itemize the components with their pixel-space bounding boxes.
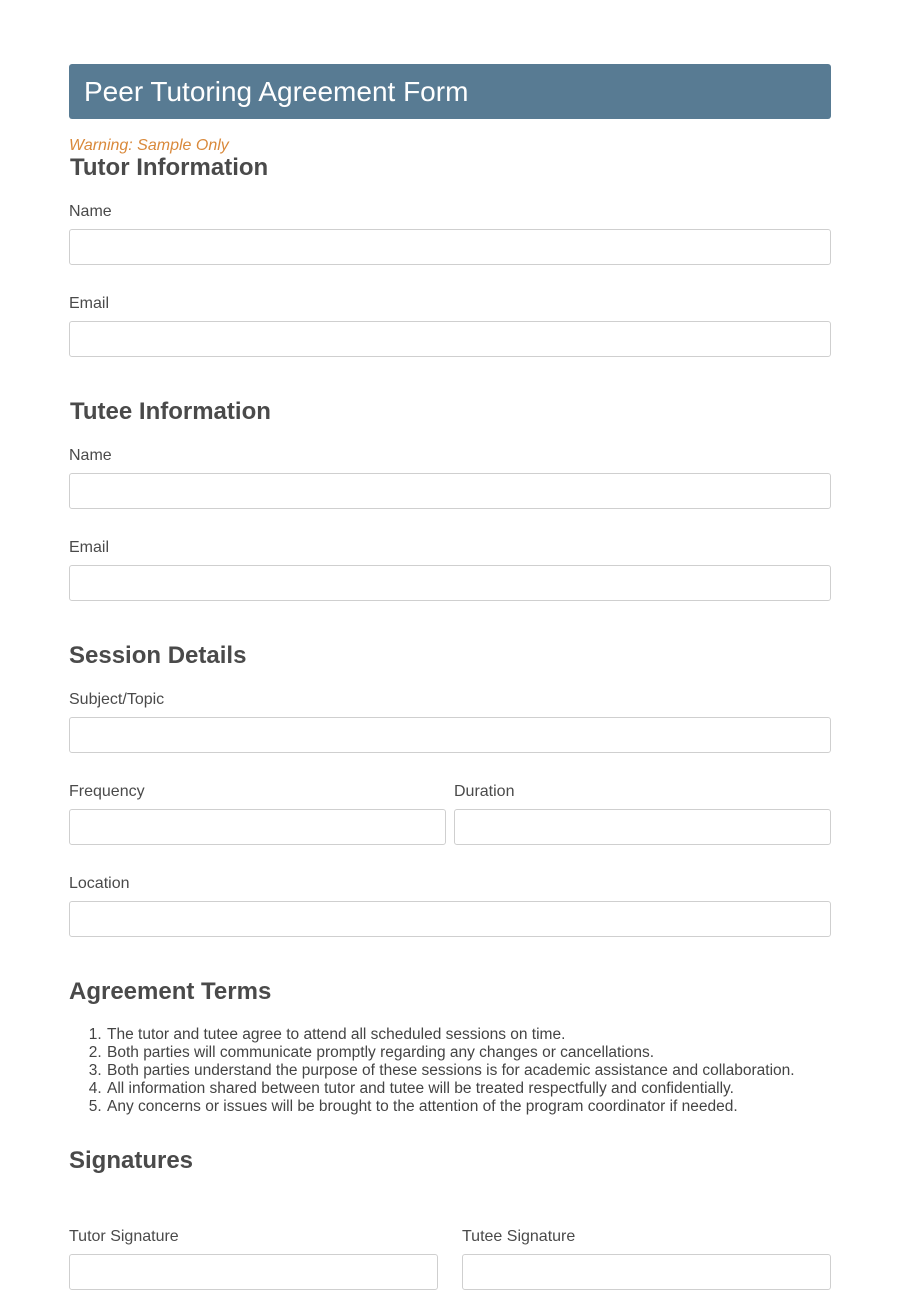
term-item: 1. The tutor and tutee agree to attend all scheduled sessions on time. — [106, 1026, 795, 1044]
duration-label: Duration — [454, 783, 515, 800]
session-section-title: Session Details — [69, 642, 247, 669]
tutee-name-input[interactable] — [69, 473, 831, 509]
subject-input[interactable] — [69, 717, 831, 753]
tutor-section-title: Tutor Information — [70, 154, 269, 181]
term-item: 2. Both parties will communicate promptly regarding any changes or cancellations. — [106, 1044, 795, 1062]
tutor-signature-input[interactable] — [69, 1254, 438, 1290]
term-item: 4. All information shared between tutor and tutee will be treated respectfully and confidentially. — [106, 1080, 795, 1098]
tutor-email-label: Email — [69, 295, 110, 312]
tutee-signature-label: Tutee Signature — [462, 1228, 576, 1245]
tutee-email-label: Email — [69, 539, 110, 556]
tutor-email-input[interactable] — [69, 321, 831, 357]
tutee-signature-input[interactable] — [462, 1254, 831, 1290]
frequency-input[interactable] — [69, 809, 446, 845]
sample-warning: Warning: Sample Only — [69, 137, 229, 154]
agreement-form — [69, 64, 831, 1245]
signatures-section-title: Signatures — [69, 1147, 194, 1174]
tutee-email-input[interactable] — [69, 565, 831, 601]
tutee-name-label: Name — [69, 447, 112, 464]
form-header — [69, 64, 831, 119]
subject-label: Subject/Topic — [69, 691, 165, 708]
term-item: 5. Any concerns or issues will be brought to the attention of the program coordinator if needed. — [106, 1098, 795, 1116]
frequency-label: Frequency — [69, 783, 145, 800]
tutor-name-input[interactable] — [69, 229, 831, 265]
location-input[interactable] — [69, 901, 831, 937]
term-item: 3. Both parties understand the purpose of these sessions is for academic assistance and collaboration. — [106, 1062, 795, 1080]
form-title: Peer Tutoring Agreement Form — [84, 75, 469, 107]
location-label: Location — [69, 875, 130, 892]
tutee-section-title: Tutee Information — [70, 398, 271, 425]
terms-list — [69, 1026, 795, 1116]
agreement-section-title: Agreement Terms — [69, 978, 272, 1005]
tutor-signature-label: Tutor Signature — [69, 1228, 179, 1245]
tutor-name-label: Name — [69, 203, 112, 220]
duration-input[interactable] — [454, 809, 831, 845]
